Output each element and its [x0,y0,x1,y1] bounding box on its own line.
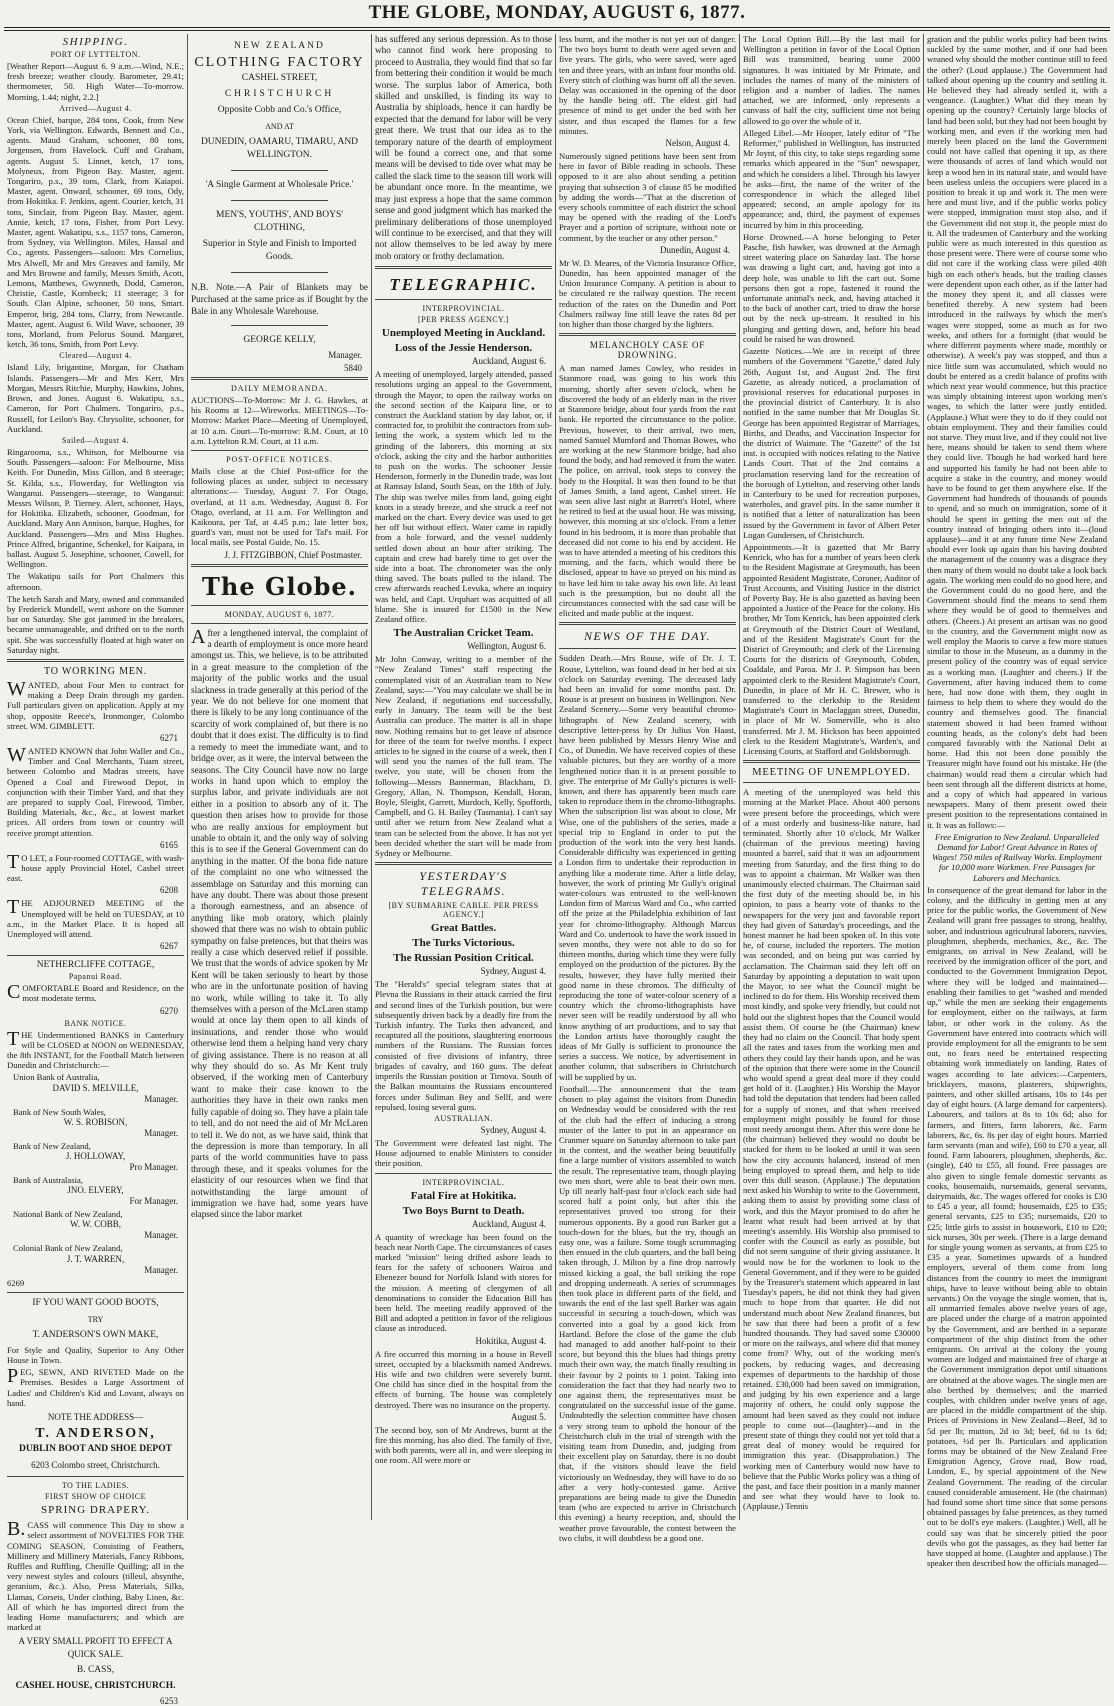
press-agency: [PER PRESS AGENCY.] [418,315,509,325]
adjourned-meeting-ad: THE ADJOURNED MEETING of the Unemployed will be held on TUESDAY, at 10 a.m., in the Market Place. It is hoped all Unemployed will attend. [7,896,184,940]
wakatipu-note: The Wakatipu sails for Port Chalmers this afternoon. [7,571,184,592]
post-signature: J. J. FITZGIBBON, Chief Postmaster. [224,549,362,560]
divider [7,955,184,956]
appointments-text: Appointments.—It is gazetted that Mr Barry Kenrick, who has for a number of years been clerk to the Resident Magistrate at Greymouth, has been appointed Resident Magistrate, Coroner, Auditor of Trust Accounts, and Visiting Justice in the district of Poverty Bay. He is also gazetted as having been appointed a Justice of the Peace for the colony. His brother, Mr Tom Kenrick, has been appointed clerk at Greymouth of the District Court of Westland, and of the Resident Magistrate's Court for the District of Greymouth; and clerk of the Licensing Courts for the districts of Greymouth, Cobden, Coaldale, and Paroa. Mr J. P. Simpson has been appointed clerk to the Resident Magistrate's Court, Dunedin, in place of Mr H. C. Brewer, who is transferred to the clerkship to the Resident Magistrate's Court in Maclaggan street, Dunedin, in place of Mr W. Somerville, who is also transferred. Mr J. M. Hickson has been appointed clerk to the Resident Magistrate's, Warden's, and Licensing Courts, at Stafford and Goldsborough. [743,541,920,757]
dateline: Auckland, August 4. [472,1218,546,1229]
meeting-title: MEETING OF UNEMPLOYED. [752,767,911,779]
boots-pegs: PEG, SEWN, AND RIVETED Made on the Premises. Besides a Large Assortment of Ladies' and Children's Kid and Lovant, always on hand. [7,1365,184,1408]
editorial-date: MONDAY, AUGUST 6, 1877. [224,609,335,619]
divider [559,333,736,336]
cass-house: CASHEL HOUSE, CHRISTCHURCH. [15,1681,176,1692]
jessie-head: Loss of the Jessie Henderson. [394,342,533,355]
shipping-title: SHIPPING. [62,36,129,48]
news-text: Sudden Death.—Mrs Rouse, wife of Dr. J. T. Rouse, Lyttelton, was found dead in her bed at six o'clock on Saturday evening. The deceased lady had been an invalid for some months past. Dr. Rouse is at present on business in Wellington. New Zealand Scenery.—Some very beautiful chromo-lithographs of New Zealand scenery, with descriptive letter-press by Dr Julius Von Haast, have been published by Messrs Henry Wise and Co., of Dunedin. We have received copies of these valuable pictures, but they are worthy of a more lengthened notice than it is at present possible to give. The enterprise of Mr Gully's pictures is well-known, and there has apparently been much care taken to reproduce them in the chromo-lithographs. When the subscription list was about to close, Mr Wise, one of the publishers of the series, made a special trip to England in order to put the production of the work into the very best hands. Considerable difficulty was experienced in getting a London firm to undertake their reproduction in anything like a moderate time. After a little delay, however, the work of printing Mr Gully's original water-colours was entrusted to the well-known London firm of Marcus Ward and Co., who carried off the prize at the Philadelphia exhibition of last year for chromo-lithography. Although Marcus Ward and Co. undertook to have the work issued in seven months, they were not able to do so for thirteen months, during which time they were fully employed on the production of the pictures. By the results, however, they have fully merited their good name in these chromos. The difficulty of reproducing the tone of water-colour scenery of a country which the chromo-lithographists have never seen will be readily understood by all who know anything of art productions, and to say that the London artists have thoroughly caught the ideas of Mr Gully is sufficient to pronounce the series a success. We notice, by advertisement in another column, that subscribers in Christchurch will be supplied by us. [559,653,736,1082]
fire-continued: less burnt, and the mother is not yet out of danger. The two boys burnt to death were aged seven and five years. The girls, who were saved, were aged ten and three years, with an infant four months old. Every stitch of clothing was burnt off all the seven. Delay was occasioned in the opening of the door by the handle being off. The eldest girl had presence of mind to get under the bed with her sister, and thus escaped the flames for a few minutes. [559,34,736,136]
bank-name: Union Bank of Australia, [13,1072,100,1083]
factory-street: CASHEL STREET, [241,73,318,83]
bank-signer: JNO. ELVERY, [67,1185,124,1196]
bank-signer: W. W. COBB, [70,1219,121,1230]
weather-report: [Weather Report—August 6. 9 a.m.—Wind, N.E.; fresh breeze; weather cloudy. Barometer, 29.41; thermometer, 50. High Water—To-morrow. Morning, 1.44; night, 2.2.] [7,61,184,102]
nethercliffe-sub: Papanui Road. [68,972,123,982]
local-option-text: The Local Option Bill.—By the last mail for Wellington a petition in favor of the Local Option Bill was transmitted, bearing some 2000 signatures. It was initiated by Mr Primate, and includes the names of many of the ministers of religion and a number of ladies. The names attached, we are informed, only represents a canvass of half the city, sufficient time not being allowed to go over the whole of it. [743,34,920,126]
ad-number: 6253 [160,1696,178,1706]
factory-superior: Superior in Style and Finish to Imported Goods. [202,239,357,262]
bank-signer: J. HOLLOWAY, [65,1151,126,1162]
working-men-title: TO WORKING MEN. [43,665,147,677]
to-let-ad: TO LET, a Four-roomed COTTAGE, with wash-house apply Provincial Hotel, Cashel street east. [7,850,184,884]
bank-signer: J. T. WARREN, [66,1253,125,1264]
comfortable-board-ad: COMFORTABLE Board and Residence, on the most moderate terms. [7,981,184,1004]
divider [559,622,736,625]
boots-try: TRY [87,1314,104,1324]
ad-number: 6270 [160,1005,178,1016]
horse-text: Horse Drowned.—A horse belonging to Peter Pasche, fish hawker, was drowned at the Armagh street watering place on Saturday last. The horse was drawing a light cart, and, having got into a deep hole, was unable to lift the cart out. Some persons then got a rope, fastened it round the unfortunate animal's neck, and, having attached it to the back of another cart, tried to draw the horse out by the neck up-stream. It resulted in his plunging and getting down, and, before his head could be raised he was drowned. [743,231,920,344]
russian-head: The Russian Position Critical. [393,952,534,965]
yesterday-title: YESTERDAY'S TELEGRAMS. [419,869,508,899]
divider [191,623,368,624]
dateline: August 5. [510,1411,546,1422]
port-title: PORT OF LYTTELTON. [50,50,141,59]
divider [7,1292,184,1293]
circular-text: In consequence of the great demand for labor in the colony, and the difficulty in getting men at any price for the public works, the Government of New Zealand will grant free passages to strong, healthy, sober, and industrious agricultural laborers, navvies, ploughmen, shepherds, mechanics, &c., &c. The emigrants, on arrival in New Zealand, will be received by the immigration officer of the port, and conducted to the Government Immigration Depot, where they will be lodged and maintained—enabling their families to get "washed and mended up," while the men are seeking their engagements for employment, either on the railways, at farm labor, or other work in the colony. As the Government have entered into contracts which will provide employment for all the emigrants to be sent out, no fears need be entertained respecting obtaining work immediately on landing. Rates of wages according to late advices:—Carpenters, bricklayers, masons, plasterers, shipwrights, painters, and other skilled artisans, 10s to 14s per day of eight hours. (A large demand for carpenters). Labourers, and tailors at 8s to 10s 6d; also for farmers, and fitters, farm laborers, &c. Farm laborers, &c, 6s. 8s per day of eight hours. Married farm servants (man and wife), £60 to £70 a year, all found. Farm labourers, ploughmen, shepherds, &c. (single), £40 to £55, all found. Free passages are also given to single female domestic servants as cooks, housemaids, nursemaids, general servants, dairymaids, &c. The wages offered for cooks is £30 to £45 a year, all found; housemaids, £25 to £35; general servants, £25 to £35; nursemaids, £20 to £25; little girls to assist in housework, £10 to £20; sick nurses, 30s per week. (There is a large demand for single young women as servants, at from £25 to £35 a year. Sometimes upwards of a hundred employers, several of them come from long distances from the country to meet the immigrant ships, have to leave without being able to obtain servants.) On the voyage the single women, that is, all unmarried females above twelve years of age, are placed under the charge of a matron appointed by the Government, and are berthed in a separate compartment of the ship distinct from the other emigrants. On arrival at the colony the young women are lodged and maintained free of charge at the Government immigration depot until situations are obtained at the above wages. The single men are also berthed by themselves; and the married couples, with children under twelve years of age, are placed in the middle compartment of the ship. Prices of Provisions in New Zealand—Beef, 3d to 5d per lb; mutton, 2d to 3d; beef, 6d to 1s 6d; potatoes, ½d per lb. Particulars and application forms may be obtained of the New Zealand Free Emigration Agency, Grove road, Bow road, London, E., by special appointment of the New Zealand Government. The reading of the circular caused considerable amusement. He (the chairman) had found some short time since that some persons obtained passages by false pretences, as they turned out to be doll's eye makers. (Laughter.) Well, all he could say was that he sincerely pitied the poor devils who got the passages, as they had better far have stopped at home. (Laughter and applause.) The speaker then described how the officials managed— [927,884,1108,1569]
divider [231,272,328,273]
wanted-ad-1: WANTED, about Four Men to contract for making a Deep Drain through my garden. Full particulars given on application. Apply at my shop, opposite Reece's, Ironmonger, Colombo street. WM. GIMBLETT. [7,677,184,731]
column-3 [372,34,556,1520]
divider [191,564,368,567]
bank-notice-title: BANK NOTICE. [64,1018,127,1028]
globe-title: The Globe. [202,571,357,601]
post-text: Mails close at the Chief Post-office for the following places as under, subject to necessary alterations:— Tuesday, August 7. For Otago, overland, at 11 a.m. Wednesday, August 8. For Otago, overland, at 11 a.m. For Wellington and Kaikoura, per Taf, at 4.45 p.m.; late letter box, guard's van, must not be used for Taf's mail. For local mails, see Postal Guide, No. 15. [191,466,368,548]
interprovincial-title: INTERPROVINCIAL. [422,1177,505,1187]
dateline: Dunedin, August 4. [659,244,730,255]
anderson-depot: DUBLIN BOOT AND SHOE DEPOT [19,1444,172,1455]
turks-head: The Turks Victorious. [412,937,515,950]
dateline: Sydney, August 4. [480,966,546,977]
kelly-name: GEORGE KELLY, [243,335,316,345]
bank-title: Pro Manager. [129,1162,178,1173]
bank-title: Manager. [144,1093,178,1104]
ad-number: 5840 [344,363,362,373]
blanket-note: N.B. Note.—A Pair of Blankets may be Purchased at the same price as if Bought by the Bale in any Wholesale Warehouse. [191,282,368,316]
divider [191,450,368,451]
dateline: Nelson, August 4. [665,138,730,149]
drowning-text: A man named James Cowley, who resides in Stanmore road, was going to his work this morning, shortly after seven o'clock, when he discovered the body of an elderly man in the river at Stanmore bridge, about four yards from the east bank. He reported the circumstance to the police. Previous, however, to their arrival, two men, named Samuel Mumford and Thomas Bowes, who are working at the new Stanmore bridge, had also found the body, and had removed it from the water. The police, on arrival, took steps to convey the body to the Hospital. It was then found to be that of James Smith, a land agent, Cashel street. He was seen alive last night at Barrett's Hotel, where he retired to bed at the usual hour. He was missing, however, this morning at six o'clock. From a letter found in his bedroom, it is more than probable that deceased did not come to his end by accident. He was to have attended a meeting of his creditors this morning, and the facts, which would there be disclosed, appear to have so preyed on his mind as to have led him to take away his own life. At least such is the presumption, but no doubt all the circumstances connected with the sad case will be elicited and made public at the inquest. [559,363,736,619]
masthead: THE GLOBE, MONDAY, AUGUST 6, 1877. [368,2,746,23]
column-6 [924,34,1110,1569]
bank-notice-text: THE Undermentioned BANKS in Canterbury will be CLOSED at NOON on WEDNESDAY, the 8th INSTANT, for the Football Match between Dunedin and Christchurch:— [7,1027,184,1071]
spring-drapery: SPRING DRAPERY. [41,1504,150,1517]
editorial-continued: has suffered any serious depression. As to those who cannot find work here proposing to proceed to Australia, they would find that so far from bettering their condition it would be much worse. The surplus labor of America, both skilled and unskilled, is finding its way to Australia by shiploads, hence it can hardly be expected that the demand for labor will be very great there. We trust that our idea as to the temporary nature of the dearth of employment will be found a correct one, and that some means will be devised to tide over what may be called the slack time to the season till work will be abundant once more. In the meantime, we may just express a hope that the same common sense and good judgment which has marked the preliminary deliberations of those unemployed will continue to be exercised, and that they will not allow themselves to be led away by mere mob oratory or frothy declamation. [375,34,552,261]
divider [231,325,328,326]
masthead-rule [4,27,1110,28]
fire-text-2: The second boy, son of Mr Andrews, burnt at the fire this morning, has also died. The family of five, with both parents, were all in, and were sleeping in one room. All were more or [375,1424,552,1466]
ladies-title: TO THE LADIES. [61,1481,130,1491]
factory-single: 'A Single Garment at Wholesale Price.' [205,180,354,190]
ad-number: 6269 [7,1277,25,1288]
bank-title: Manager. [144,1127,178,1138]
wreckage-text: A quantity of wreckage has been found on the beach near North Cape. The circumstances of cases marked "mission" being drifted ashore leads to fears for the safety of schooners Wairoa and Ebenezer bound for Norfolk Island with stores for the mission. A meeting of clergymen of all denominations to consider the Education Bill has been held. The meeting readily approved of the Bill and adopted a petition in favor of the religious clause as introduced. [375,1231,552,1334]
cass-profit: A VERY SMALL PROFIT TO EFFECT A QUICK SALE. [18,1636,173,1660]
divider [7,1476,184,1477]
sarah-note: The ketch Sarah and Mary, owned and commanded by Frederick Mundell, went ashore on the Sumner bar on Saturday. She got jammed in the breakers, became unmanageable, and drifted on to the north spit. She was successfully floated at high water on Saturday night. [7,593,184,655]
column-4 [556,34,740,1543]
cleared-text: Island Lily, brigantine, Morgan, for Chatham Islands. Passengers—Mr and Mrs Kerr, Mrs Morgan, Messrs Ritchie, Murphy, Hawkins, Johns, Brown, and Jones. August 6. Wakatipu, s.s., Cameron, for Port Chalmers. Tongariro, p.s., Russell, for Leilon's Bay. Chrysolite, schooner, for Auckland. [7,362,184,434]
bank-title: For Manager. [129,1196,178,1207]
bank-name: Bank of Australasia, [13,1175,83,1186]
interprovincial-title: INTERPROVINCIAL. [422,304,505,314]
boots-name: T. ANDERSON'S OWN MAKE, [32,1329,159,1340]
dateline: Auckland, August 6. [472,356,546,367]
divider [375,266,552,269]
bank-name: Bank of New South Wales, [13,1106,106,1117]
bank-name: National Bank of New Zealand, [13,1209,123,1220]
anderson-address: 6203 Colombo street, Christchurch. [31,1460,160,1471]
divider [375,299,552,300]
nethercliffe-title: NETHERCLIFFE COTTAGE, [36,960,155,971]
divider [375,1173,552,1174]
factory-cities: DUNEDIN, OAMARU, TIMARU, AND WELLINGTON. [200,137,359,160]
first-show: FIRST SHOW OF CHOICE [44,1492,147,1502]
ad-number: 6208 [160,885,178,896]
nelson-text: Numerously signed petitions have been sent from here in favor of Bible reading in schools. These opposed to it are also about sending a petition praying that subsection 3 of clause 85 be modified by adding the words—"That at the discretion of every schools committee of each district the school may be opened with the reading of the Lord's Prayer and a portion of scripture, without note or comment, by the teacher or any other person." [559,151,736,243]
factory-title: CLOTHING FACTORY [194,55,365,70]
boots-title: IF YOU WANT GOOD BOOTS, [32,1297,159,1308]
factory-opposite: Opposite Cobb and Co.'s Office, [217,105,342,115]
divider [231,200,328,201]
bank-title: Manager. [144,1230,178,1241]
sailed-title: Sailed—August 4. [61,435,130,445]
circular-heading: Free Emigration to New Zealand. Unparalleled Demand for Labor! Great Advance in Rates of Wages! 750 miles of Railway Works. Employment for 10,000 more Workmen. Free Passages for Laborers and Mechanics. [931,831,1103,883]
bank-list [7,1072,184,1274]
kelly-title: Manager. [328,350,362,360]
telegraphic-title: TELEGRAPHIC. [389,275,538,295]
arrived-title: Arrived—August 4. [59,103,132,113]
australian-text: The Government were defeated last night. The House adjourned to enable Ministers to consider their position. [375,1137,552,1169]
column-2 [188,34,372,1520]
ad-number: 6165 [160,839,178,850]
cass-text: B.CASS will commence This Day to show a select assortment of NOVELTIES FOR THE COMING SEASON, Consisting of Feathers, Millinery and Millinery Materials, Fancy Ribbons, Ruffles and Ruffling, Chenille Quilling; all in the very newest styles and colours (tilleul, absynthe, geranium, &c.). Also, Press Materials, Silks, Llamas, Corsets, Under clothing, Baby Linen, &c. All of which he has imported direct from the leading Home manufacturers; and which are marked at [7,1518,184,1633]
bank-signer: DAVID S. MELVILLE, [52,1082,139,1093]
column-1 [4,34,188,1706]
cricket-head: The Australian Cricket Team. [393,627,534,640]
cleared-title: Cleared—August 4. [59,351,132,361]
factory-city: CHRISTCHURCH [224,89,335,99]
masthead-rule-2 [4,30,1110,31]
divider [7,659,184,662]
news-title: NEWS OF THE DAY. [584,629,711,644]
meeting-continued: gration and the public works policy had been twins suckled by the same mother, and if one had been weaned why should the mother continue still to feed the other? (Loud applause.) The Government had talked about opening up the country and settling it. He believed they had already settled it, with a vengeance. (Laughter.) What did they mean by opening up the country? Certainly large blocks of land had been sold, but they had not been bought by working men, and even if the working men had merely been placed on the land the Government could not have called that opening it up, as there were thousands of acres of land which would not keep a wood hen in its natural state, and would have been useless unless the occupiers were placed in a position to break it up and work it. The men were here and must live, and if the public works policy were stopped, immigration must stop also, and if the Government did not stop it, the people must do it. All the tradesmen of Canterbury and the working public were as much interested in this question as those present were. There were of course some who did not care if the working class were piled 40ft high on each other's heads, but the trading classes were dependent upon each other, as if the latter had the money they spent it, and all classes were benefited thereby. A new system had been introduced in the railways by which the men's wages were stopped, some as much as for two weeks, and others for a fortnight (that would be where different payments where made, monthly or otherwise). A week's pay was stopped, and thus a nice little sum was accumulated, which would no doubt be entered as a credit balance of profits with which next year would commence, but this practice was simply obtaining interest upon working men's wages, to which the latter were justly entitled. (Applause.) What were they to do if they could not obtain employment. They and their families could not starve. They must live, and if they could not live here, means should be taken to send them where they could live. Though he had worked hard here and supported his family he had not been able to acquire a stake in the country, and money would have to be found to get them anywhere else. If the Government had hundreds of thousands of pounds to spend, and so much on immigration, some of it should be spent in getting the men out of the country instead of bringing others into it—(loud applause)—and it at any future time New Zealand should ever look up again than his having doubted the management of the country was a disgrace they then many of them would no doubt take a look back again. The working men could do no good here, and the Government could do no good here, and the Government should find the means to send them where they would be of good to themselves and others. (Cheers.) At present an artisan was no good to the country, and the Government might now as well employ the Maoris to carve a few more statues similar to those in the Museum, as a dummy in the present policy of the country was of equal service as a working man. (Laughter and cheers.) If the Government, after having induced them to come here, had now done with them, they ought in fairness to help them to where they would do the country and themselves good. The financial statement showed it had been framed without counting heads, as the colony's debt had been compared favorably with the National Debt at home. Had this not been done possibly the Treasurer might have found out his mistake. He (the chairman) would read them a circular which had been sent through all the different districts at home, and a copy of which had appeared in various newspapers. Many of them present owed their present position to the representations contained in it. It was as follows:— [927,34,1107,830]
factory-and-at: AND AT [265,122,294,131]
dateline: Wellington, August 6. [467,641,546,652]
editorial-text: After a lengthened interval, the complaint of a dearth of employment is once more heard amongst us. This, we believe, is to be attributed in a great measure to the completion of the majority of the public works and the usual slackness in trade generally at this period of the year. We do not believe for one moment that there is likely to be any long continuance of the scarcity of work complained of, but there is no doubt that it does exist. The difficulty is to find a remedy to meet the immediate want, and to bridge over, as it were, the interval between the seasons. The City Council have now no large works in hand upon which to employ the surplus labor, and private individuals are not either in a position to absorb any of it. The question then arises how to provide for those who are really anxious for employment but unable to obtain it, and the only way of solving this is to see if the General Government can do anything in the matter. Of the bona fide nature of the complaint no one who witnessed the assemblage on Saturday and this morning can have any doubt. There was about those present a thorough earnestness, and an absence of anything like mob oratory, which plainly showed that there was no wish to obtain public sympathy on false pretences, but that theirs was really a case which deserved relief if possible. We trust that the words of advice spoken by Mr Kent will be taken seriously to heart by those who are in the unfortunate position of having no work, while willing to take it. To ally themselves with a person of the McLaren stamp would at once lay them open to all kinds of insinuations, and render those who would otherwise lend them a helping hand very chary of giving assistance. There is no reason at all why they should do so. As Mr Kent truly observed, if the working men of Canterbury want to make their case known to the authorities they have in their own ranks men fully capable of doing so. They have a plain tale to tell, and do not need the aid of Mr McLaren to tell it. We do not, as we have said, think that the depression is more than temporary. In all parts of the world communities have to pass through these, and it speaks volumes for the elasticity of our resources when we find that notwithstanding the large amount of immigration we have had, some years have elapsed since the labor market [191,625,368,1220]
memo-title: DAILY MEMORANDA. [230,384,329,393]
battles-head: Great Battles. [430,922,497,935]
nz-title: NEW ZEALAND [234,41,325,51]
anderson-name: T. ANDERSON, [35,1426,156,1442]
ad-number: 6271 [160,732,178,743]
war-text: The "Herald's" special telegram states that at Plevna the Russians in their attack carried the first and second lines of the Turkish position, but were subsequently driven back by a deadly fire from the Turkish infantry. The Turks then advanced, and recaptured all the positions, slaughtering enormous numbers of the Russians. The Russian forces consisted of five divisions of infantry, three brigades of cavalry, and 160 guns. The defeat imperils the Russian position at Tirnova. South of the Balkan mountains the Russians encountered forces under Suliman Bey and Sellf, and were repulsed, losing several guns. [375,979,552,1112]
australian-title: AUSTRALIAN. [434,1113,493,1123]
sailed-text: Ringarooma, s.s., Whitson, for Melbourne via South. Passengers—saloon: For Melbourne, Miss Keith. For Dunedin, Miss Gillon, and 8 steerage; St. Kilda, s.s., Flowerday, for Wellington via Wanganui. Passengers—steerage, to Wanganui: Messrs Wilson, P. Tierney. Alert, schooner, Hays, for Hokitika. Elizabeth, schooner, Goodman, for Auckland. Mary Ann Annison, barque, Hughes, for Auckland. Passengers—Mrs and Miss Hughes. Prince Alfred, brigantine, Schenkel, for Kaipara, in ballast. August 5. Josephine, schooner, Cowell, for Wellington. [7,446,184,570]
factory-mens: MEN'S, YOUTHS', AND BOYS' CLOTHING, [216,210,343,233]
divider [191,605,368,606]
arrived-text: Ocean Chief, barque, 284 tons, Cook, from New York, via Wellington. Edwards, Bennett and Co., agents. Maud Graham, schooner, 80 tons, Jorgensen, from Havelock. Cuff and Graham, agents. August 5. Linnet, ketch, 17 tons, Molyneux, from Pigeon Bay. Master, agent. Tongariro, p.s., 39 tons, Clark, from Kaiapoi. Master, agent. Onward, schooner, 69 tons, Ody, from Hokitika. F. Jenkins, agent. Courier, ketch, 31 tons, Sinclair, from Pigeon Bay. Master, agent. Annie, ketch, 17 tons, Fisher, from Port Levy. Master, agent. Wakatipu, s.s., 1157 tons, Cameron, from Sydney, via Wellington. Miles, Hassal and Co., agents. Passengers—saloon: Mrs Cornelius, Mrs Alwell, Mr and Mrs Greaves and family, Mr and Mrs Browne and family, Messrs Smith, Acott, Lemons, Matthews, Gwynneth, Dodd, Cameron, Christie, Castle, Kornbeck; 11 steerage; 3 for South. Clan Alpine, schooner, 50 tons, Smart. Emperor, brig, 284 tons, Clarry, from Newcastle. Master, agent. August 6. Wild Wave, schooner, 39 tons, Morland, from Pelorus Sound. Margaret, ketch, 36 tons, Smith, from Port Levy. [7,114,184,350]
fire-text: A fire occurred this morning in a house in Revell street, occupied by a blacksmith named Andrews. His wife and two children were severely burnt. One child has since died in the hospital from the effects of burning. The house was completely destroyed. There was no insurance on the property. [375,1348,552,1410]
ad-number: 6267 [160,941,178,952]
dateline: Sydney, August 4. [480,1124,546,1135]
meeting-text: A meeting of the unemployed was held this morning at the Market Place. About 400 persons were present before the proceedings, which were of a most orderly and business-like nature, had terminated. Shortly after 10 o'clock, Mr Walker (chairman of the previous meeting) having mounted a barrel, said that it was an adjournment meeting from Saturday, and the first thing to do was to appoint a chairman. Mr Walker was then unanimously elected chairman. The Chairman said the first duty of the meeting should be, in his opinion, to pass a hearty vote of thanks to the newspapers for the very just and favorable report they had given of Saturday's proceedings, and the honest manner he had been spoken of. In this vote he, of course, included the reporters. The motion was seconded, and on being put was carried by acclamation. The Chairman said they left off on Saturday by appointing a deputation to wait upon the Mayor, to see what the Council might be inclined to do for them. His Worship received them most kindly, and spoke very friendly, but could not hold out the slightest hopes that the Council would assist them. Of course he (the Chairman) knew they had no claim on the Council. That body spent all the rates and taxes from the working men and others they could lay their hands upon, and he was of the opinion that there were some in the Council who would spend a great deal more if they could get hold of it. (Laughter.) His Worship the Mayor had told the deputation that tenders had been called for a supply of stones, and that when received employment might possibly be found for those most needy amongst them. After this were done he (the chairman) believed they would no doubt be stacked for them to be looked at until it was seen how the city accounts balanced, instead of men being employed to spread them, and help to tide over this dull season. (Applause.) The deputation next asked his Worship to write to the Government, asking them to assist by providing some class of work, and this the Mayor promised to do after he learnt what result had been arrived at by that meeting's assembly. His Worship also promised to confer with the Council as early as possible, but did not seem sanguine of their giving assistance. It would now be for the workmen to look to the General Government, and if they were to be guided by the Treasurer's statement which appeared in last Tuesday's papers, he did not think they had given much to hope from that quarter. He did not understand much about New Zealand finances, but he saw that there had been a profit of a few hundred thousands. They had saved some £30000 or more on the railways, and where did that money come from? Why, out of the working men's pockets, by reducing wages, and decreasing expenses of departments to the hardship of those retained. £30,000 had been saved on immigration, and judging by his own experience and a large majority of others, he could only suppose the amount had been saved as they could not induce people to come out—(laughter)—and in the present state of things they could not yet told that a great deal of money would be required for immigration this year. (Disapprobation.) The working men of Canterbury would now have to believe that the Public Works policy was a thing of the past, and face their position in a manly manner and see what they would have to look to. (Applause.) Tennis [743,787,920,1512]
football-text: Football.—The announcement that the team chosen to play against the visitors from Dunedin on Wednesday would be considered with the rest of the club had the effect of inducing a strong muster of the latter to put in an appearance on Cranmer square on Saturday afternoon to take part in the contest, and the weather being beautifully fine a large number of visitors assembled to watch the result. The representative team, though playing two men short, were able to beat their own men. Up till nearly half-past four o'clock each side had scored half a point only, but after this the representatives proved too strong for their numerous opponents. By a good run Barker got a touch-down for the blues, but the try, though an easy one, was a failure. Some tough scrummaging then ensued in the club quarters, and the ball being taken through, J. Milton by a fine drop narrowly missed kicking a goal, the ball striking the rope and dropping underneath. A series of scrummages then took place in different parts of the field, and towards the end of the last spell Barker was again successful in securing a touch-down, which was converted into a goal by a good kick from Hartland. Before the close of the game the club had managed to add another half-point to their score, but beyond this the blues had things pretty much their own way, the match finally resulting in their favour by 2 points to 1 point. Taking into consideration the fact that they had nearly two to one against them, the representatives must be congratulated on the successful issue of the game. Undoubtedly the selection committee have chosen a very strong team to uphold the honour of the Christchurch club in the trial of strength with the visiting team from Dunedin, and, judging from their excellent play on Saturday, there is no doubt that, if the visitors should leave the field victoriously on Wednesday, they will have to do so after a very hotly-contested game. Active preparations are being made to give the Dunedin team (who are expected to arrive in Christchurch this evening) a hearty reception, and, should the weather prove favourable, the contest between the two clubs, it will doubtless be a good one. [559,1083,736,1543]
boots-note: NOTE THE ADDRESS— [47,1412,144,1423]
divider [743,760,920,763]
bank-name: Bank of New Zealand, [13,1140,91,1151]
meeting-head: Unemployed Meeting in Auckland. [381,327,546,340]
dateline: Hokitika, August 4. [475,1335,546,1346]
drowning-title: MELANCHOLY CASE OF DROWNING. [589,340,706,361]
column-5 [740,34,924,1520]
bank-title: Manager. [144,1264,178,1275]
divider [231,170,328,171]
fire-head: Fatal Fire at Hokitika. [410,1189,517,1202]
auckland-text: A meeting of unemployed, largely attended, passed resolutions urging an appeal to the Government, through the Mayor, to open the railway works on the second section of the Kaipara line, or to construct the Auckland station by day labor, or, if contracted for, to prohibit the contractors from sub-letting the work, a system which led to the grinding of the laborers, this morning at six o'clock, asking the city and the harbor authorities to push on the works. The schooner Jessie Henderson, formerly in the Dunedin trade, was lost at Ramsay Island, South Seas, on the 18th of July. The ship was twelve miles from land, going eight knots in a steady breeze, and she struck a reef not marked on the chart. Every device was used to get her off but without effect. Water came in rapidly from a hole forward, and the vessel suddenly settled down about an hour after striking. The captain and crew had barely time to get over the side into a boat. The chronometer was the only thing saved. The boats pulled to the island. The crew afterwards reached Levuka, where an inquiry was held, and Capt. Urquhart was acquitted of all blame. She is insured for £1500 in the New Zealand office. [375,369,552,624]
post-title: POST-OFFICE NOTICES. [226,455,333,465]
cable-note: [BY SUBMARINE CABLE. PER PRESS AGENCY.] [388,901,539,920]
divider [559,648,736,649]
boys-head: Two Boys Burnt to Death. [402,1204,525,1217]
bank-name: Colonial Bank of New Zealand, [13,1243,123,1254]
divider [743,782,920,783]
dunedin-text: Mr W. D. Meares, of the Victoria Insurance Office, Dunedin, has been appointed manager of the Union Insurance Company. A petition is about to be circulated re the railway question. The recent reduction of the rates on the Dunedin and Port Chalmers railway line still leave the rates 8d per ton higher than those charged by the lighters. [559,257,736,330]
gazette-text: Gazette Notices.—We are in receipt of three numbers of the Government "Gazette," dated July 26th, August 1st, and August 2nd. The first Gazette, as already noticed, a proclamation of provisional reserves for educational purposes in the provincial district of Canterbury. It is also notified in the same number that Mr Douglas St. George has been appointed Registrar of Marriages, Births, and Deaths, and Vaccination Inspector for the district of Waimate. The "Gazette" of the 1st inst. is occupied with notices relating to the Native Lands Court. That of the 2nd contains a proclamation reserving land for the recreation of the borough of Lyttelton, and reserving other lands in Canterbury to be used for recreation purposes, waterholes, and gravel pits. In the same number it is notified that a letter of naturalization has been issued by the Government in favor of Albert Peter Logan Gundersen, of Christchurch. [743,346,920,540]
divider [191,377,368,380]
cricket-text: Mr John Conway, writing to a member of the "New Zealand Times" staff respecting the contemplated visit of an Australian team to New Zealand, says:—"You may calculate we shall be in New Zealand, if negotiations end successfully, early in January. The team will be the best Australia can produce. The matter is all in shape now. Nothing remains but to get leave of absence for three of the team for twelve months. I expect articles to be signed in the course of a week, then I will send you the names of the full team. The twelve, you state, will be chosen from the following—Messrs Bannerman, Blackham, D. Gregory, Allan, N. Thompson, Kendall, Horan, Boyle, Sleight, Garrett, Murdoch, Kelly, Spofforth, Campbell, and G. H. Bailey (Tasmania). I can't say until after we return from New Zealand what a team can be selected from the above. It has not yet been decided whether the start will be made from Sydney or Melbourne. [375,654,552,859]
wanted-ad-2: WANTED KNOWN that John Waller and Co., Timber and Coal Merchants, Tuam street, between Colombo and Madras streets, have Opened a Coal and Firewood Depot, in conjunction with their Timber Yard, and that they are prepared to supply Coal, Firewood, Timber, Building Materials, &c., &c., at lowest market prices. All orders from town or country will receive prompt attention. [7,743,184,838]
bank-signer: W. S. ROBISON, [63,1116,128,1127]
cass-signature: B. CASS, [76,1665,115,1676]
columns [4,34,1110,1706]
libel-text: Alleged Libel.—Mr Hooper, lately editor of "The Reformer," published in Wellington, has instructed Mr Joynt, of this city, to take steps regarding some remarks which appeared in the "Sun" newspaper, and which he considers a libel. Through his lawyer he asks—first, the name of the writer of the correspondence in which the alleged libel appeared; second, an ample apology for its appearance; and, third, the payment of expenses incurred by him in this proceeding. [743,127,920,230]
memo-text: AUCTIONS—To-Morrow: Mr J. G. Hawkes, at his Rooms at 12—Wireworks. MEETINGS—To-Morrow: Market Place—Meeting of Unemployed, at 10 a.m. Court—To-morrow: R.M. Court, at 10 a.m. Lyttelton R.M. Court, at 11 a.m. [191,395,368,446]
boots-quality: For Style and Quality, Superior to Any Other House in Town. [7,1344,184,1366]
divider [375,862,552,865]
